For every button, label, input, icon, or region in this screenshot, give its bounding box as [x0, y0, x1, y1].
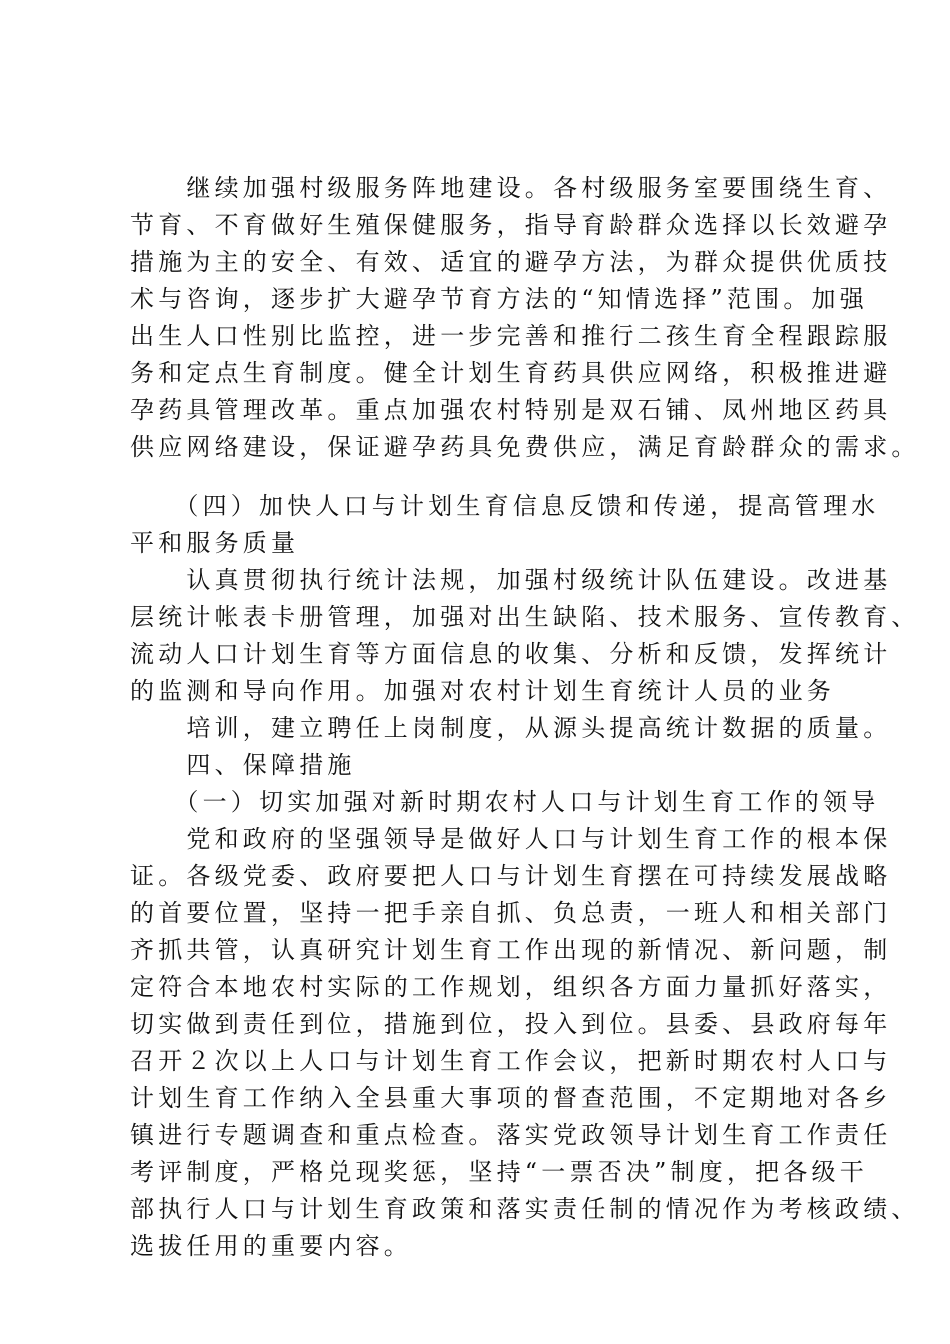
body-line: 流动人口计划生育等方面信息的收集、分析和反馈，发挥统计	[130, 640, 892, 668]
body-line: 出生人口性别比监控，进一步完善和推行二孩生育全程跟踪服	[130, 322, 892, 350]
body-line: 的首要位置，坚持一把手亲自抓、负总责，一班人和相关部门	[130, 899, 892, 927]
body-line: 继续加强村级服务阵地建设。各村级服务室要围绕生育、	[130, 174, 892, 202]
section-heading: 平和服务质量	[130, 529, 300, 557]
body-line: 党和政府的坚强领导是做好人口与计划生育工作的根本保	[130, 825, 892, 853]
body-line: 供应网络建设，保证避孕药具免费供应，满足育龄群众的需求。	[130, 433, 920, 461]
body-line: 切实做到责任到位，措施到位，投入到位。县委、县政府每年	[130, 1010, 892, 1038]
body-line: 计划生育工作纳入全县重大事项的督查范围，不定期地对各乡	[130, 1084, 892, 1112]
body-line: 定符合本地农村实际的工作规划，组织各方面力量抓好落实，	[130, 973, 892, 1001]
body-line: 措施为主的安全、有效、适宜的避孕方法，为群众提供优质技	[130, 248, 892, 276]
body-line: 镇进行专题调查和重点检查。落实党政领导计划生育工作责任	[130, 1121, 892, 1149]
body-line: 认真贯彻执行统计法规，加强村级统计队伍建设。改进基	[130, 566, 892, 594]
body-line: 培训，建立聘任上岗制度，从源头提高统计数据的质量。	[130, 714, 892, 742]
body-line: 选拔任用的重要内容。	[130, 1232, 412, 1260]
body-line: 孕药具管理改革。重点加强农村特别是双石铺、凤州地区药具	[130, 396, 892, 424]
body-line: 部执行人口与计划生育政策和落实责任制的情况作为考核政绩、	[130, 1195, 920, 1223]
body-line: 的监测和导向作用。加强对农村计划生育统计人员的业务	[130, 677, 835, 705]
body-line: 召开２次以上人口与计划生育工作会议，把新时期农村人口与	[130, 1047, 892, 1075]
section-heading: （四）加快人口与计划生育信息反馈和传递，提高管理水	[130, 492, 880, 520]
body-line: 考评制度，严格兑现奖惩，坚持“一票否决”制度，把各级干	[130, 1158, 868, 1186]
body-line: 术与咨询，逐步扩大避孕节育方法的“知情选择”范围。加强	[130, 285, 868, 313]
body-line: 齐抓共管，认真研究计划生育工作出现的新情况、新问题，制	[130, 936, 892, 964]
body-line: 证。各级党委、政府要把人口与计划生育摆在可持续发展战略	[130, 862, 892, 890]
body-line: 层统计帐表卡册管理，加强对出生缺陷、技术服务、宣传教育、	[130, 603, 920, 631]
body-line: 务和定点生育制度。健全计划生育药具供应网络，积极推进避	[130, 359, 892, 387]
section-heading: （一）切实加强对新时期农村人口与计划生育工作的领导	[130, 788, 880, 816]
body-line: 节育、不育做好生殖保健服务，指导育龄群众选择以长效避孕	[130, 211, 892, 239]
section-heading: 四、保障措施	[130, 751, 356, 779]
